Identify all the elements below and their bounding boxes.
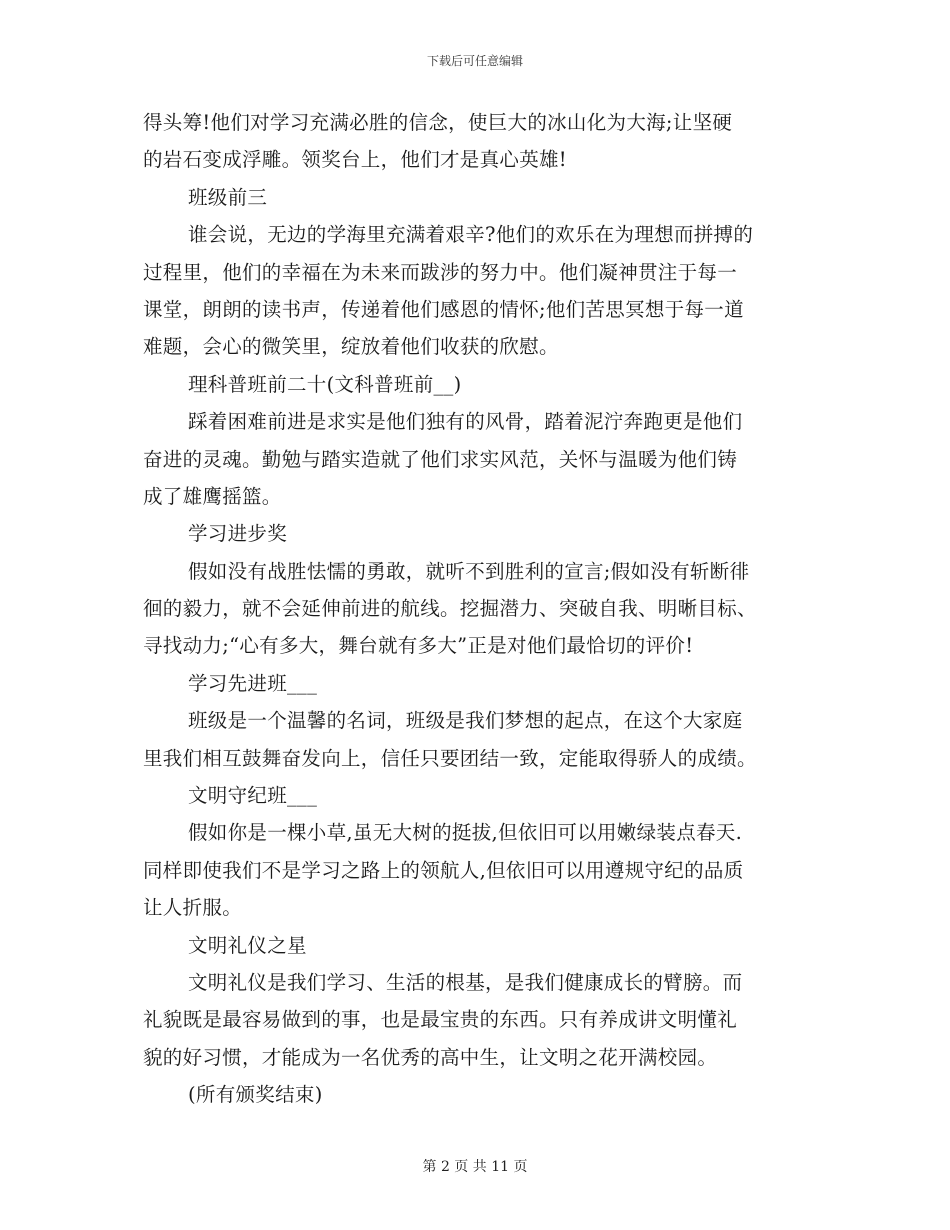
text-line: 课堂，朗朗的读书声，传递着他们感恩的情怀;他们苦思冥想于每一道 xyxy=(143,297,744,321)
text-line: 同样即使我们不是学习之路上的领航人,但依旧可以用遵规守纪的品质 xyxy=(143,858,744,882)
document-body xyxy=(143,104,808,1114)
text-line: 的岩石变成浮雕。领奖台上，他们才是真心英雄! xyxy=(143,148,567,172)
text-line: 假如你是一棵小草,虽无大树的挺拔,但依旧可以用嫩绿装点春天. xyxy=(188,821,743,845)
text-line: (所有颁奖结束) xyxy=(188,1083,323,1107)
text-line: 文明守纪班___ xyxy=(188,784,318,808)
text-line: 让人折服。 xyxy=(143,896,243,920)
text-line: 得头筹!他们对学习充满必胜的信念，使巨大的冰山化为大海;让坚硬 xyxy=(143,111,733,134)
text-line: 过程里，他们的幸福在为未来而跋涉的努力中。他们凝神贯注于每一 xyxy=(143,260,738,284)
text-line: 寻找动力;“心有多大，舞台就有多大”正是对他们最恰切的评价! xyxy=(143,634,694,658)
text-line: 徊的毅力，就不会延伸前进的航线。挖掘潜力、突破自我、明晰目标、 xyxy=(143,597,757,621)
text-line: 成了雄鹰摇篮。 xyxy=(143,484,282,508)
text-line: 踩着困难前进是求实是他们独有的风骨，踏着泥泞奔跑更是他们 xyxy=(188,410,743,434)
text-line: 文明礼仪之星 xyxy=(188,933,307,957)
page-header: 下载后可任意编辑 xyxy=(426,54,523,68)
text-line: 奋进的灵魂。勤勉与踏实造就了他们求实风范，关怀与温暖为他们铸 xyxy=(143,447,738,471)
text-line: 谁会说，无边的学海里充满着艰辛?他们的欢乐在为理想而拼搏的 xyxy=(188,223,754,247)
text-line: 难题，会心的微笑里，绽放着他们收获的欣慰。 xyxy=(143,335,559,359)
text-line: 班级前三 xyxy=(188,185,268,209)
text-line: 里我们相互鼓舞奋发向上，信任只要团结一致，定能取得骄人的成绩。 xyxy=(143,746,757,770)
text-line: 文明礼仪是我们学习、生活的根基，是我们健康成长的臂膀。而 xyxy=(188,970,743,994)
page-footer: 第 2 页 共 11 页 xyxy=(422,1159,528,1175)
text-line: 礼貌既是最容易做到的事，也是最宝贵的东西。只有养成讲文明懂礼 xyxy=(143,1008,738,1032)
text-line: 班级是一个温馨的名词，班级是我们梦想的起点，在这个大家庭 xyxy=(188,709,743,733)
text-line: 学习先进班___ xyxy=(188,671,318,695)
text-line: 理科普班前二十(文科普班前__) xyxy=(188,372,462,396)
text-line: 貌的好习惯，才能成为一名优秀的高中生，让文明之花开满校园。 xyxy=(143,1045,718,1069)
text-line: 假如没有战胜怯懦的勇敢，就听不到胜利的宣言;假如没有斩断徘 xyxy=(188,559,750,583)
text-line: 学习进步奖 xyxy=(188,522,288,546)
